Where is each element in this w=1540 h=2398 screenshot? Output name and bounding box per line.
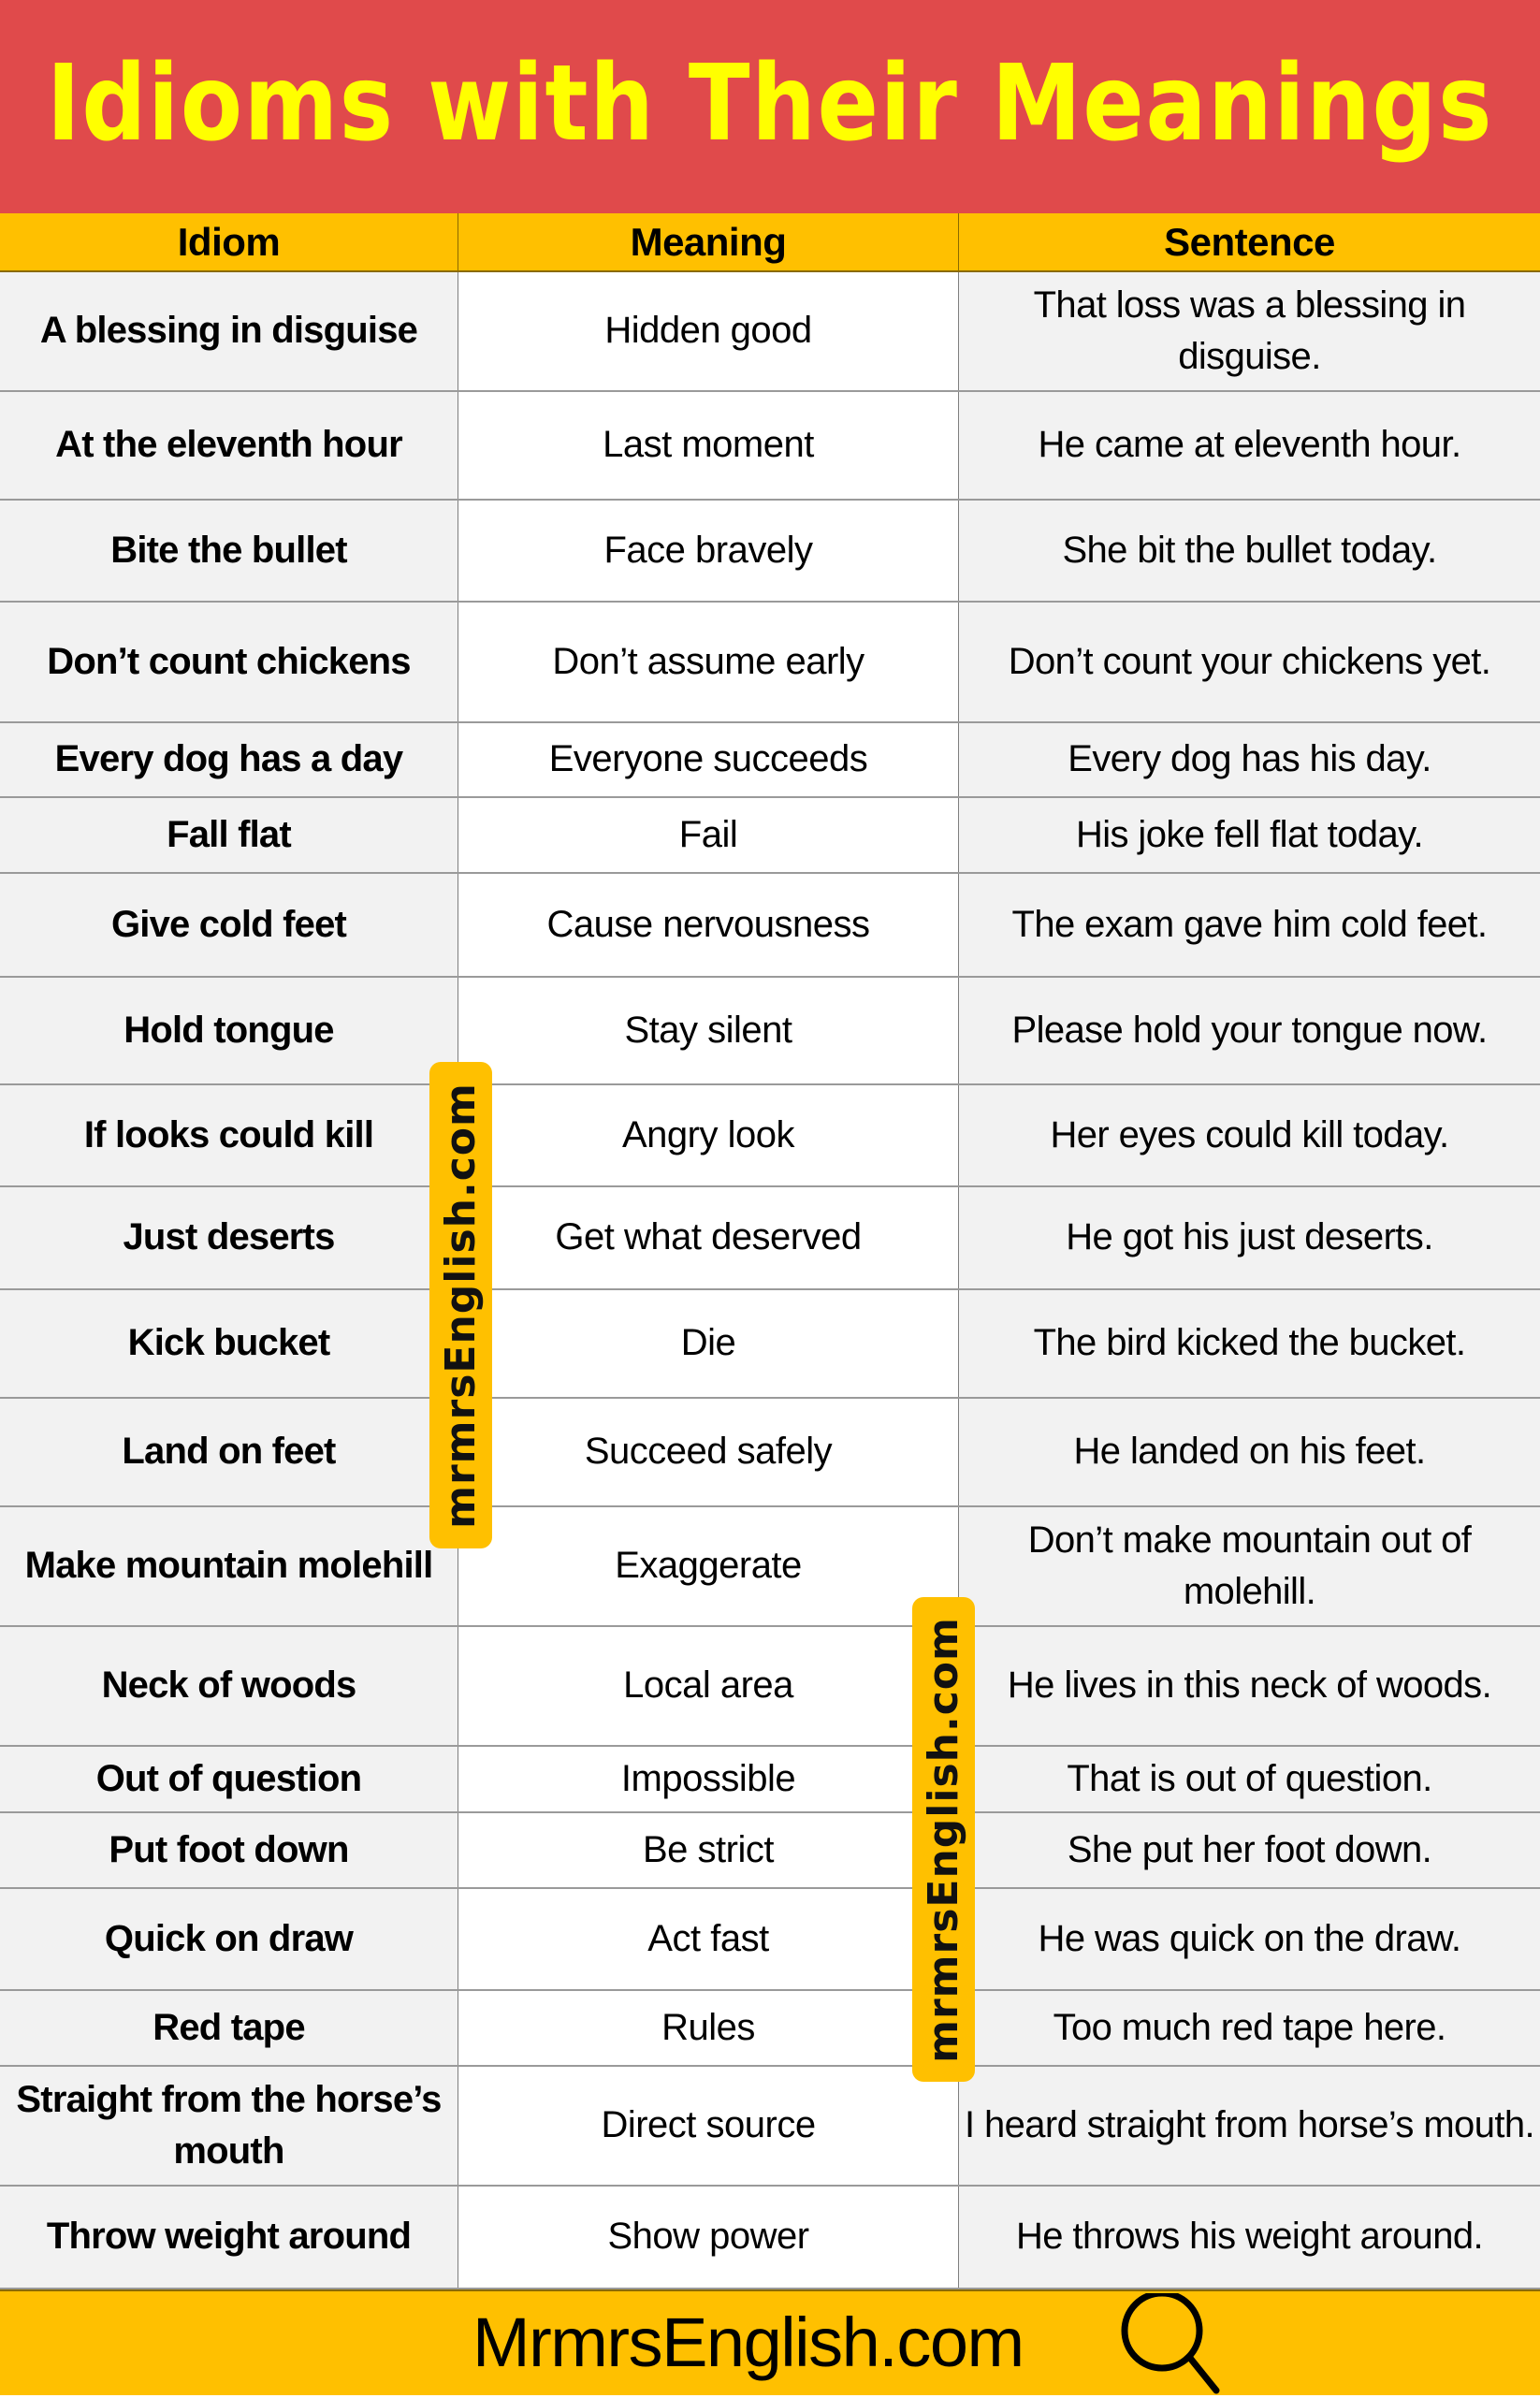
column-header-idiom: Idiom (0, 213, 458, 270)
idiom-cell: Bite the bullet (0, 501, 458, 601)
meaning-cell: Local area (458, 1627, 958, 1745)
title-banner (0, 0, 1540, 213)
idiom-cell: Every dog has a day (0, 723, 458, 796)
idiom-cell: Throw weight around (0, 2187, 458, 2288)
sentence-cell: He came at eleventh hour. (958, 392, 1540, 499)
sentence-cell: He lives in this neck of woods. (958, 1627, 1540, 1745)
meaning-cell: Don’t assume early (458, 603, 958, 721)
table-row (0, 1889, 1540, 1991)
table-row (0, 1747, 1540, 1813)
idiom-cell: Kick bucket (0, 1290, 458, 1397)
table-row (0, 1290, 1540, 1399)
idiom-cell: Put foot down (0, 1813, 458, 1887)
table-row (0, 798, 1540, 874)
watermark-text: mrmrsEnglish.com (920, 1616, 967, 2063)
table-header-row (0, 213, 1540, 272)
idiom-cell: Out of question (0, 1747, 458, 1811)
table-row (0, 1507, 1540, 1627)
table-row (0, 1399, 1540, 1507)
sentence-cell: He got his just deserts. (958, 1187, 1540, 1288)
idiom-cell: Fall flat (0, 798, 458, 872)
idiom-cell: Land on feet (0, 1399, 458, 1505)
idiom-cell: At the eleventh hour (0, 392, 458, 499)
watermark-badge (912, 1597, 975, 2082)
idiom-cell: Straight from the horse’s mouth (0, 2067, 458, 2185)
meaning-cell: Last moment (458, 392, 958, 499)
meaning-cell: Cause nervousness (458, 874, 958, 976)
sentence-cell: Please hold your tongue now. (958, 978, 1540, 1083)
sentence-cell: She put her foot down. (958, 1813, 1540, 1887)
idiom-cell: Just deserts (0, 1187, 458, 1288)
idiom-cell: Neck of woods (0, 1627, 458, 1745)
sentence-cell: That loss was a blessing in disguise. (958, 272, 1540, 390)
table-row (0, 2067, 1540, 2187)
table-row (0, 1085, 1540, 1187)
sentence-cell: She bit the bullet today. (958, 501, 1540, 601)
sentence-cell: He was quick on the draw. (958, 1889, 1540, 1989)
table-row (0, 1627, 1540, 1747)
meaning-cell: Stay silent (458, 978, 958, 1083)
meaning-cell: Fail (458, 798, 958, 872)
column-header-meaning: Meaning (458, 213, 958, 270)
sentence-cell: His joke fell flat today. (958, 798, 1540, 872)
table-row (0, 978, 1540, 1085)
footer-banner (0, 2289, 1540, 2395)
meaning-cell: Rules (458, 1991, 958, 2065)
table-row (0, 874, 1540, 978)
search-icon[interactable] (1117, 2293, 1222, 2398)
meaning-cell: Everyone succeeds (458, 723, 958, 796)
watermark-text: mrmrsEnglish.com (437, 1082, 485, 1529)
sentence-cell: Don’t count your chickens yet. (958, 603, 1540, 721)
idiom-cell: Make mountain molehill (0, 1507, 458, 1625)
meaning-cell: Act fast (458, 1889, 958, 1989)
idiom-cell: Hold tongue (0, 978, 458, 1083)
page-title: Idioms with Their Meanings (46, 43, 1494, 165)
meaning-cell: Angry look (458, 1085, 958, 1185)
table-row (0, 723, 1540, 798)
idiom-cell: If looks could kill (0, 1085, 458, 1185)
meaning-cell: Exaggerate (458, 1507, 958, 1625)
meaning-cell: Die (458, 1290, 958, 1397)
sentence-cell: The exam gave him cold feet. (958, 874, 1540, 976)
meaning-cell: Get what deserved (458, 1187, 958, 1288)
meaning-cell: Succeed safely (458, 1399, 958, 1505)
idiom-cell: Red tape (0, 1991, 458, 2065)
table-row (0, 1813, 1540, 1889)
sentence-cell: The bird kicked the bucket. (958, 1290, 1540, 1397)
meaning-cell: Direct source (458, 2067, 958, 2185)
idiom-cell: Give cold feet (0, 874, 458, 976)
table-row (0, 501, 1540, 603)
watermark-badge (429, 1062, 492, 1548)
table-row (0, 392, 1540, 501)
sentence-cell: I heard straight from horse’s mouth. (958, 2067, 1540, 2185)
sentence-cell: Too much red tape here. (958, 1991, 1540, 2065)
meaning-cell: Show power (458, 2187, 958, 2288)
sentence-cell: That is out of question. (958, 1747, 1540, 1811)
sentence-cell: He landed on his feet. (958, 1399, 1540, 1505)
idiom-cell: A blessing in disguise (0, 272, 458, 390)
table-row (0, 603, 1540, 723)
sentence-cell: He throws his weight around. (958, 2187, 1540, 2288)
sentence-cell: Every dog has his day. (958, 723, 1540, 796)
table-row (0, 2187, 1540, 2289)
table-row (0, 1187, 1540, 1290)
meaning-cell: Be strict (458, 1813, 958, 1887)
column-header-sentence: Sentence (958, 213, 1540, 270)
meaning-cell: Hidden good (458, 272, 958, 390)
idiom-cell: Don’t count chickens (0, 603, 458, 721)
sentence-cell: Don’t make mountain out of molehill. (958, 1507, 1540, 1625)
sentence-cell: Her eyes could kill today. (958, 1085, 1540, 1185)
table-row (0, 272, 1540, 392)
table-row (0, 1991, 1540, 2067)
meaning-cell: Face bravely (458, 501, 958, 601)
meaning-cell: Impossible (458, 1747, 958, 1811)
idiom-cell: Quick on draw (0, 1889, 458, 1989)
footer-site-name[interactable]: MrmrsEnglish.com (472, 2304, 1024, 2381)
